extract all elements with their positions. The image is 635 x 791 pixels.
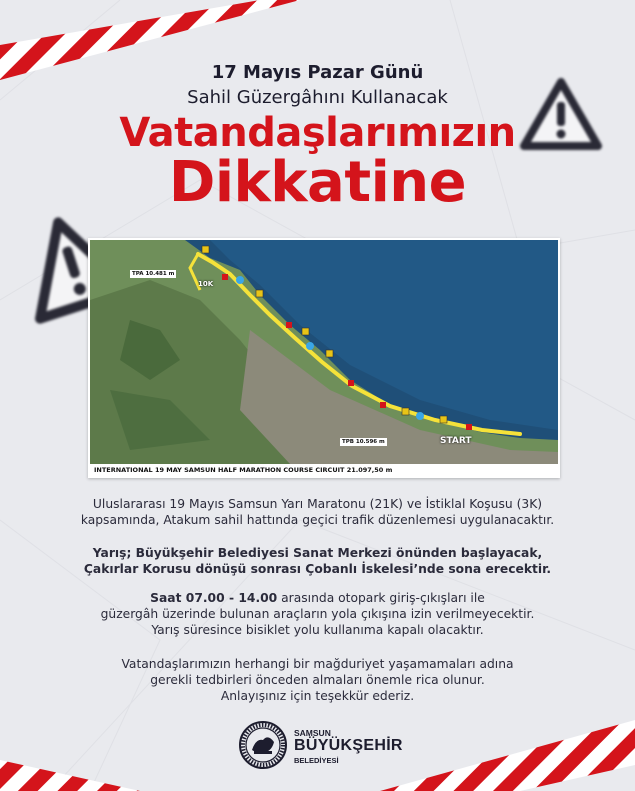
map-caption: INTERNATIONAL 19 MAY SAMSUN HALF MARATHON COURSE CIRCUIT 21.097,50 m: [90, 464, 558, 476]
text-line: Uluslararası 19 Mayıs Samsun Yarı Maratonu (21K) ve İstiklal Koşusu (3K): [92, 497, 543, 511]
text-line: [40, 590, 595, 606]
paragraph-closing: [40, 656, 595, 704]
municipality-seal-icon: [238, 720, 288, 770]
text-line: Yarış; Büyükşehir Belediyesi Sanat Merkezi önünden başlayacak,: [92, 546, 543, 560]
text-line: Yarış süresince bisiklet yolu kullanıma kapalı olacaktır.: [151, 623, 484, 637]
paragraph-restrictions: [40, 590, 595, 638]
event-date: 17 Mayıs Pazar Günü: [211, 62, 424, 83]
time-range: Saat 07.00 - 14.00: [150, 591, 278, 605]
text-line: Çakırlar Korusu dönüşü sonrası Çobanlı İskelesi’nde sona erecektir.: [83, 562, 552, 576]
text-line: Vatandaşlarımızın herhangi bir mağduriyet yaşamamaları adına: [121, 657, 514, 671]
logo-line2: BÜYÜKŞEHİR: [294, 737, 403, 754]
text-line: güzergâh üzerinde bulunan araçların yola çıkışına izin verilmeyecektir.: [100, 607, 535, 621]
paragraph-route: [40, 545, 595, 577]
subtitle: Sahil Güzergâhını Kullanacak: [187, 87, 448, 108]
map-start-label: START: [440, 436, 472, 446]
map-label-tpa: TPA 10.481 m: [132, 271, 175, 277]
text-line: kapsamında, Atakum sahil hattında geçici trafik düzenlemesi uygulanacaktır.: [80, 513, 555, 527]
headline-line2: Dikkatine: [168, 150, 467, 215]
map-label-10k: 10K: [198, 280, 214, 288]
text-fragment: arasında otopark giriş-çıkışları ile: [277, 591, 485, 605]
headline-line1: Vatandaşlarımızın: [119, 110, 516, 156]
logo-line3: BELEDİYESİ: [294, 756, 339, 765]
logo-line1: SAMSUN: [294, 728, 331, 738]
text-line: Anlayışınız için teşekkür ederiz.: [220, 689, 415, 703]
route-map: [88, 238, 560, 478]
paragraph-intro: [40, 496, 595, 528]
municipality-logo: [238, 720, 403, 770]
text-line: gerekli tedbirleri önceden almaları önemle rica olunur.: [150, 673, 485, 687]
map-label-tpb: TPB 10.596 m: [342, 439, 385, 445]
